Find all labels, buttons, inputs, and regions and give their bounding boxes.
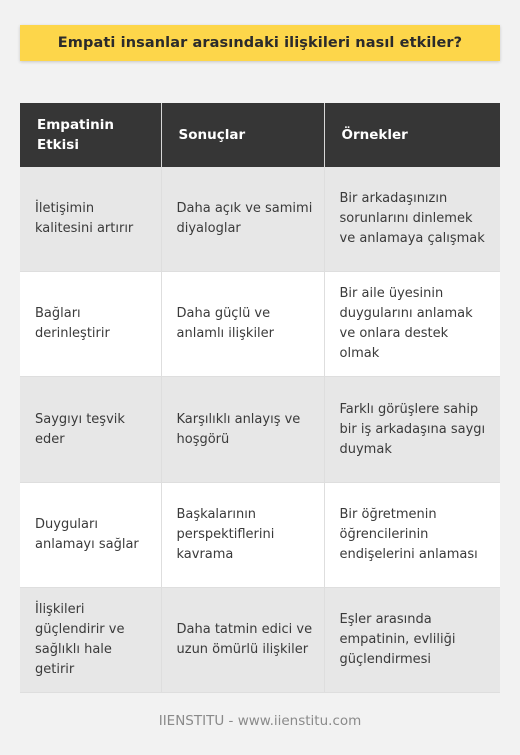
page-title: Empati insanlar arasındaki ilişkileri nasıl etkiler? (57, 35, 463, 51)
table-row (20, 588, 500, 693)
effects-table-container (20, 103, 500, 693)
cell-result: Karşılıklı anlayış ve hoşgörü (161, 377, 324, 483)
cell-effect: İletişimin kalitesini artırır (20, 167, 161, 272)
column-header-effect: Empatinin Etkisi (20, 103, 161, 167)
table-row (20, 272, 500, 377)
table-row (20, 167, 500, 272)
effects-table (20, 103, 500, 693)
cell-effect: Bağları derinleştirir (20, 272, 161, 377)
table-body (20, 167, 500, 693)
cell-example: Bir aile üyesinin duygularını anlamak ve onlara destek olmak (324, 272, 500, 377)
cell-example: Bir öğretmenin öğrencilerinin endişelerini anlaması (324, 483, 500, 588)
header-row (20, 103, 500, 167)
cell-example: Bir arkadaşınızın sorunlarını dinlemek ve anlamaya çalışmak (324, 167, 500, 272)
column-header-examples: Örnekler (324, 103, 500, 167)
table-row (20, 377, 500, 483)
column-header-results: Sonuçlar (161, 103, 324, 167)
cell-result: Daha açık ve samimi diyaloglar (161, 167, 324, 272)
cell-result: Daha güçlü ve anlamlı ilişkiler (161, 272, 324, 377)
table-header (20, 103, 500, 167)
cell-result: Başkalarının perspektiflerini kavrama (161, 483, 324, 588)
cell-example: Eşler arasında empatinin, evliliği güçlendirmesi (324, 588, 500, 693)
footer-credit: IIENSTITU - www.iienstitu.com (158, 713, 362, 729)
cell-effect: İlişkileri güçlendirir ve sağlıklı hale getirir (20, 588, 161, 693)
cell-effect: Saygıyı teşvik eder (20, 377, 161, 483)
title-banner (20, 25, 500, 61)
table-row (20, 483, 500, 588)
cell-result: Daha tatmin edici ve uzun ömürlü ilişkiler (161, 588, 324, 693)
cell-example: Farklı görüşlere sahip bir iş arkadaşına saygı duymak (324, 377, 500, 483)
cell-effect: Duyguları anlamayı sağlar (20, 483, 161, 588)
